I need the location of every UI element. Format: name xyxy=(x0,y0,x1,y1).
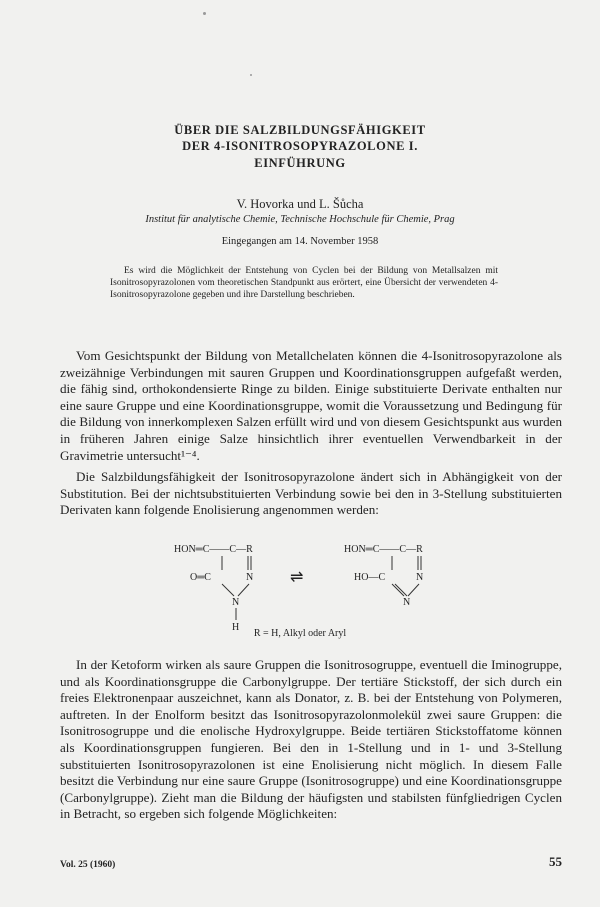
scan-speck xyxy=(250,74,252,76)
scan-speck xyxy=(203,12,206,15)
institute: Institut für analytische Chemie, Technische Hochschule für Chemie, Prag xyxy=(145,214,455,225)
right-mid-n: N xyxy=(416,572,424,583)
article-title-line-2: DER 4-ISONITROSOPYRAZOLONE I. xyxy=(182,139,418,153)
paragraph-2: Die Salzbildungsfähigkeit der Isonitrosopyrazolone ändert sich in Abhängigkeit von der Substitution. Bei der nichtsubstituierten Verbindung sowie bei den in 3-Stellung substituierten Derivaten kann folgende Enolisierung angenommen werden: xyxy=(60,469,562,518)
article-title-line-3: EINFÜHRUNG xyxy=(254,156,346,170)
left-mid-oxo: O═C xyxy=(190,572,211,583)
received-date: Eingegangen am 14. November 1958 xyxy=(221,236,379,247)
left-mid-n: N xyxy=(246,572,254,583)
abstract: Es wird die Möglichkeit der Entstehung von Cyclen bei der Bildung von Metallsalzen mit Isonitrosopyrazolonen vom theoretischen Standpunkt aus erörtert, eine Übersicht der verwendeten 4-Isonitrosopyrazolone gegeben und ihre Darstellung beschrieben. xyxy=(110,266,498,300)
right-top-formula: HON═C——C—R xyxy=(344,544,423,555)
authors: V. Hovorka und L. Šůcha xyxy=(236,197,364,211)
right-bottom-n: N xyxy=(403,597,411,608)
left-top-formula: HON═C——C—R xyxy=(174,544,253,555)
paragraph-1: Vom Gesichtspunkt der Bildung von Metallchelaten können die 4-Isonitrosopyrazolone als zweizähnige Verbindungen mit sauren Gruppen und Koordinationsgruppen aufgefaßt werden, die fähig sind, orthokondensierte Ringe zu bilden. Einige substituierte Derivate enthalten nur eine saure Gruppe und eine Koordinationsgruppe, womit die Voraussetzung und Bedingung für die Bildung von innerkomplexen Salzen erfüllt wird und von diesem Gesichtspunkt aus wurden in früheren Jahren einige Salze hinsichtlich ihrer eventuellen Verwendbarkeit in der Gravimetrie untersucht¹⁻⁴. xyxy=(60,348,562,463)
scheme-caption: R = H, Alkyl oder Aryl xyxy=(253,628,347,639)
volume-info: Vol. 25 (1960) xyxy=(60,860,116,870)
equilibrium-arrow: ⇌ xyxy=(290,569,304,586)
article-title-line-1: ÜBER DIE SALZBILDUNGSFÄHIGKEIT xyxy=(174,123,426,137)
right-mid-hydroxy: HO—C xyxy=(354,572,386,583)
page-number: 55 xyxy=(549,854,562,869)
left-bottom-n: N xyxy=(232,597,240,608)
paragraph-3: In der Ketoform wirken als saure Gruppen die Isonitrosogruppe, eventuell die Iminogruppe, und als Koordinationsgruppe die Carbonylgruppe. Der tertiäre Stickstoff, der sich durch ein freies Elektronenpaar auszeichnet, kann als Donator, z. B. bei der Entstehung von Polymeren, auftreten. In der Enolform besitzt das Isonitrosopyrazolonmolekül zwei saure Gruppen: die Isonitrosogruppe und die enolische Hydroxylgruppe. Beide tertiären Stickstoffatome können als Koordinationsgruppen fungieren. Bei den in 1-Stellung und in 1- und 3-Stellung substituierten Isonitrosopyrazolonen ist eine Enolisierung nicht möglich. In diesem Falle besitzt die Verbindung nur eine saure Gruppe (Isonitrosogruppe) und eine Koordinationsgruppe (Carbonylgruppe). Zieht man die Bildung der häufigsten und stabilsten fünfgliedrigen Cyclen in Betracht, so ergeben sich folgende Möglichkeiten: xyxy=(60,657,562,822)
left-h: H xyxy=(232,622,240,633)
